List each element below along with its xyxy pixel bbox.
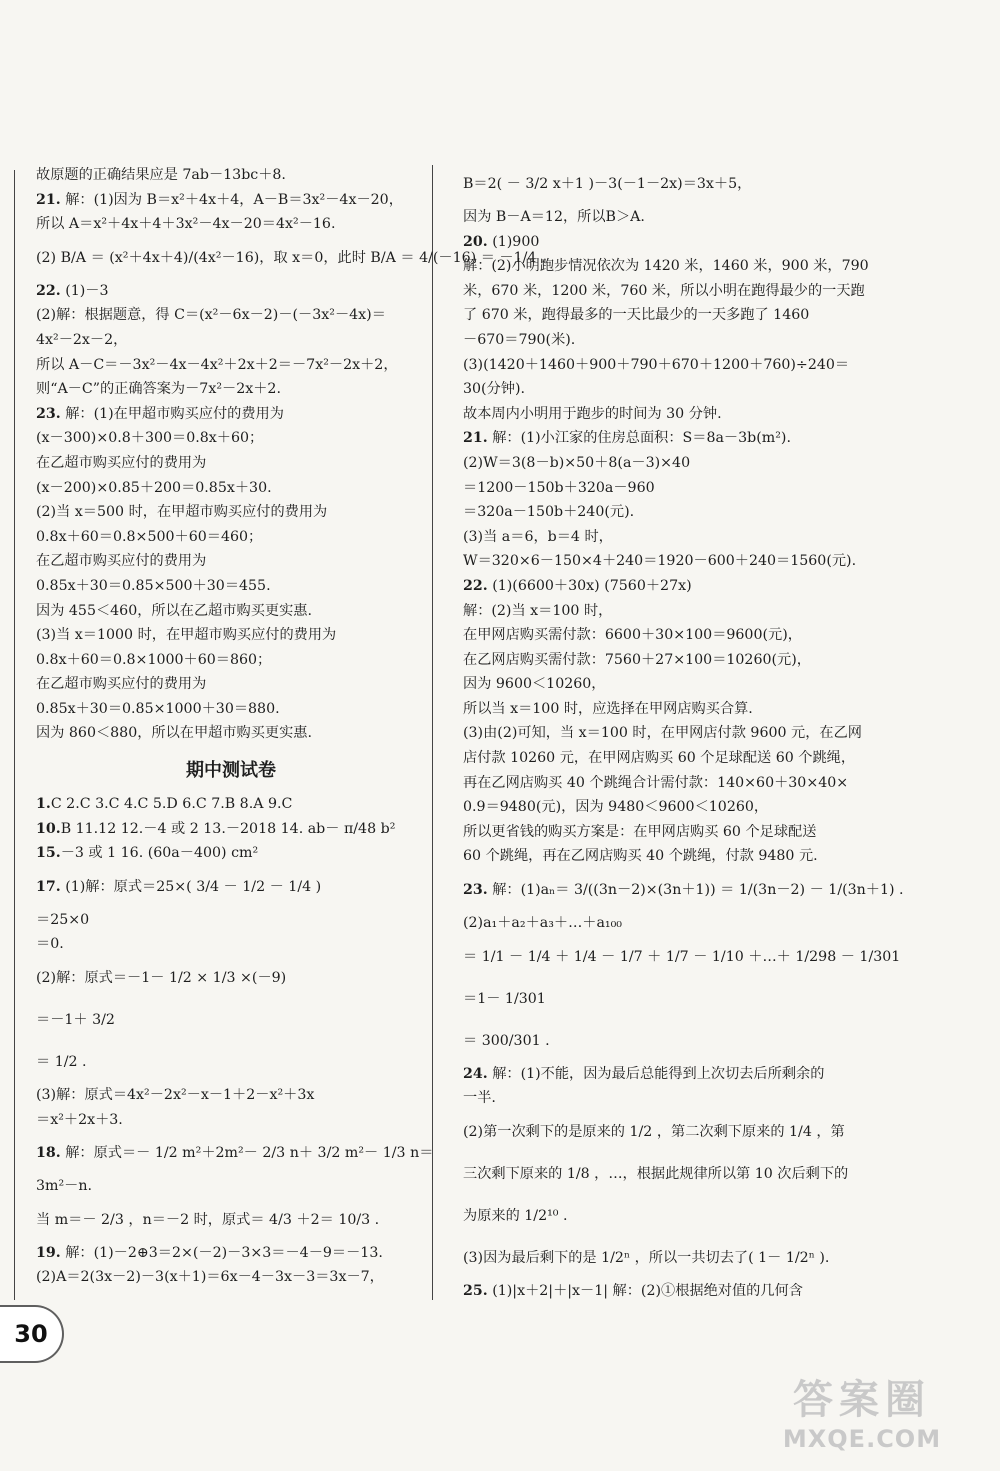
answer-line <box>463 721 862 746</box>
answer-text: ＝1200－150b＋320a－960 <box>463 479 655 496</box>
answer-line <box>36 599 426 624</box>
answer-text: ＝1－ 1/301 <box>463 990 546 1007</box>
answer-text: 所以 A＝x²＋4x＋4＋3x²－4x－20＝4x²－16. <box>36 216 336 233</box>
answer-line <box>36 1132 434 1174</box>
answer-line <box>36 279 426 304</box>
answer-line <box>463 500 841 525</box>
answer-line <box>36 1199 426 1241</box>
answer-text: ＝ 1/2 . <box>36 1054 87 1071</box>
answer-text: 三次剩下原来的 1/8 ，…，根据此规律所以第 10 次后剩下的 <box>463 1165 849 1182</box>
answer-text: 在乙超市购买应付的费用为 <box>36 553 207 570</box>
question-number: 18. <box>36 1145 61 1162</box>
answer-text: 解：(1)因为 B＝x²＋4x＋4，A－B＝3x²－4x－20， <box>60 191 403 208</box>
answer-text: 解：(1)小江家的住房总面积：S＝8a－3b(m²). <box>487 430 791 447</box>
watermark-url: MXQE.COM <box>782 1425 942 1453</box>
answer-line <box>463 1086 841 1111</box>
answer-line <box>463 599 841 624</box>
answer-line <box>463 1279 841 1304</box>
answer-text: ＝ 300/301 . <box>463 1032 550 1049</box>
answer-text: (2)a₁＋a₂＋a₃＋…＋a₁₀₀ <box>463 915 622 932</box>
answer-line <box>463 844 841 869</box>
answer-text: 因为 860＜880，所以在甲超市购买更实惠. <box>36 725 312 742</box>
answer-line <box>36 525 426 550</box>
answer-text: (2)解：原式＝－1－ 1/2 × 1/3 ×(－9) <box>36 970 287 987</box>
answer-text: 故本周内小明用于跑步的时间为 30 分钟. <box>463 405 722 422</box>
answer-text: W＝320×6－150×4＋240＝1920－600＋240＝1560(元). <box>463 553 857 570</box>
answer-line <box>463 697 841 722</box>
answer-line <box>463 1237 841 1279</box>
answer-text: 60 个跳绳，再在乙网店购买 40 个跳绳，付款 9480 元. <box>463 848 818 865</box>
answer-line <box>463 205 841 230</box>
answer-text: C 2.C 3.C 4.C 5.D 6.C 7.B 8.A 9.C <box>50 796 293 813</box>
answer-text: (2)第一次剩下的是原来的 1/2 ，第二次剩下原来的 1/4 ，第 <box>463 1123 845 1140</box>
answer-line <box>36 212 426 237</box>
watermark-logo <box>742 1375 982 1465</box>
answer-line <box>36 957 426 999</box>
answer-line <box>463 525 841 550</box>
answer-text: B＝2( － 3/2 x＋1 )－3(－1－2x)＝3x＋5， <box>463 176 752 192</box>
question-number: 23. <box>36 405 61 422</box>
answer-text: (3)因为最后剩下的是 1/2ⁿ ，所以一共切去了( 1－ 1/2ⁿ ). <box>463 1249 830 1266</box>
answer-text: ＝－1＋ 3/2 <box>36 1012 115 1029</box>
answer-line <box>36 866 426 908</box>
answer-line <box>36 1041 426 1083</box>
answer-text: 因为 B－A＝12，所以B＞A. <box>463 209 645 225</box>
answer-line <box>463 476 841 501</box>
question-number: 22. <box>36 282 61 299</box>
answer-line <box>36 648 426 673</box>
question-number: 25. <box>463 1282 488 1299</box>
answer-line <box>463 279 865 304</box>
answer-text: 在乙网店购买需付款：7560＋27×100＝10260(元)， <box>463 651 811 668</box>
answer-text: (1)解：原式＝25×( 3/4 － 1/2 － 1/4 ) <box>60 878 322 895</box>
answer-text: 0.8x＋60＝0.8×1000＋60＝860； <box>36 651 272 668</box>
answer-line <box>36 574 426 599</box>
answer-line <box>36 908 426 933</box>
answer-text: 则“A－C”的正确答案为－7x²－2x＋2. <box>36 381 281 398</box>
answer-line <box>463 163 841 205</box>
answer-line <box>463 402 841 427</box>
right-column <box>463 163 904 1303</box>
answer-text: (2) B/A ＝ (x²＋4x＋4)/(4x²－16)，取 x＝0，此时 B/A ＝ 4/(－16) ＝ －1/4 . <box>36 249 546 266</box>
answer-line <box>36 1108 426 1133</box>
answer-text: 解：(1)aₙ＝ 3/((3n－2)×(3n＋1)) ＝ 1/(3n－2) － 1/(3n＋1) . <box>487 882 904 899</box>
answer-text: ＝320a－150b＋240(元). <box>463 504 635 521</box>
answer-text: 30(分钟). <box>463 381 526 398</box>
question-number: 21. <box>463 430 488 447</box>
answer-text: 故原题的正确结果应是 7ab－13bc＋8. <box>36 167 286 183</box>
answer-line <box>36 188 426 213</box>
answer-text: －670＝790(米). <box>463 331 576 348</box>
answer-line <box>36 623 426 648</box>
answer-line <box>463 328 841 353</box>
answer-text: 0.85x＋30＝0.85×500＋30＝455. <box>36 577 271 594</box>
answer-line <box>36 697 426 722</box>
answer-text: B 11.12 12.－4 或 2 13.－2018 14. ab－ π/48 b² <box>60 820 396 837</box>
answer-text: (1)|x＋2|＋|x－1| 解：(2)①根据绝对值的几何含 <box>487 1282 803 1299</box>
answer-text: 4x²－2x－2， <box>36 331 128 348</box>
answer-line <box>463 1020 841 1062</box>
page-number-tab: 30 <box>0 1305 64 1363</box>
answer-text: 所以更省钱的购买方案是：在甲网店购买 60 个足球配送 <box>463 823 817 840</box>
answer-text: 米，670 米，1200 米，760 米，所以小明在跑得最少的一天跑 <box>463 282 865 299</box>
answer-line <box>36 1265 426 1290</box>
answer-line <box>36 1241 426 1266</box>
answer-text: －3 或 1 16. (60a－400) cm² <box>60 845 259 862</box>
answer-line <box>36 476 426 501</box>
answer-line <box>463 303 841 328</box>
answer-line <box>463 672 841 697</box>
answer-line <box>463 230 841 255</box>
answer-text: (x－300)×0.8＋300＝0.8x＋60； <box>36 430 264 447</box>
answer-text: (2)当 x＝500 时，在甲超市购买应付的费用为 <box>36 504 328 521</box>
answer-text: (2)W＝3(8－b)×50＋8(a－3)×40 <box>463 454 691 471</box>
question-number: 21. <box>36 191 61 208</box>
answer-line <box>463 648 841 673</box>
question-number: 15. <box>36 845 61 862</box>
answer-text: 店付款 10260 元，在甲网店购买 60 个足球配送 60 个跳绳， <box>463 750 856 767</box>
answer-text: (1)(6600＋30x) (7560＋27x) <box>487 577 692 594</box>
answer-line <box>463 936 901 978</box>
answer-text: 在乙超市购买应付的费用为 <box>36 676 207 693</box>
answer-line <box>463 911 841 936</box>
answer-line <box>36 163 426 188</box>
answer-text: 为原来的 1/2¹⁰ . <box>463 1207 568 1224</box>
answer-line <box>463 1111 845 1153</box>
answer-text: 解：(1)在甲超市购买应付的费用为 <box>60 405 284 422</box>
answer-line <box>36 1174 426 1199</box>
answer-text: 3m²－n. <box>36 1178 93 1195</box>
answer-text: (3)解：原式＝4x²－2x²－x－1＋2－x²＋3x <box>36 1087 315 1104</box>
answer-line <box>463 869 904 911</box>
answer-line <box>463 820 841 845</box>
answer-line <box>463 795 841 820</box>
answer-line <box>463 1195 841 1237</box>
answer-line <box>36 1083 426 1108</box>
left-answers-after-heading <box>36 792 434 1290</box>
answer-text: (3)当 a＝6，b＝4 时， <box>463 528 613 545</box>
question-number: 22. <box>463 577 488 594</box>
answer-text: 因为 9600＜10260， <box>463 676 606 693</box>
question-number: 24. <box>463 1065 488 1082</box>
answer-line <box>36 721 426 746</box>
answer-text: 所以 A－C＝－3x²－4x－4x²＋2x＋2＝－7x²－2x＋2， <box>36 356 398 373</box>
answer-text: (3)由(2)可知，当 x＝100 时，在甲网店付款 9600 元，在乙网 <box>463 725 862 742</box>
left-margin-rule <box>14 170 15 1300</box>
answer-line <box>36 932 426 957</box>
answer-text: 解：(2)小明跑步情况依次为 1420 米，1460 米，900 米，790 <box>463 258 869 275</box>
answer-line <box>36 792 426 817</box>
answer-text: 解：原式＝－ 1/2 m²＋2m²－ 2/3 n＋ 3/2 m²－ 1/3 n＝ <box>60 1145 434 1162</box>
answer-line <box>463 1153 849 1195</box>
answer-text: (2)A＝2(3x－2)－3(x＋1)＝6x－4－3x－3＝3x－7， <box>36 1269 384 1286</box>
answer-line <box>36 841 426 866</box>
answer-text: 因为 455＜460，所以在乙超市购买更实惠. <box>36 602 312 619</box>
answer-text: 一半. <box>463 1090 496 1107</box>
answer-line <box>36 353 426 378</box>
answer-line <box>36 999 426 1041</box>
answer-line <box>463 746 856 771</box>
answer-line <box>36 817 426 842</box>
answer-line <box>463 426 841 451</box>
watermark-logo-text: 答案圈 <box>793 1377 931 1423</box>
answer-text: (x－200)×0.85＋200＝0.85x＋30. <box>36 479 272 496</box>
answer-line <box>463 254 869 279</box>
answer-text: 解：(1)不能，因为最后总能得到上次切去后所剩余的 <box>487 1065 825 1082</box>
answer-line <box>463 978 841 1020</box>
answer-text: ＝ 1/1 － 1/4 ＋ 1/4 － 1/7 ＋ 1/7 － 1/10 ＋…＋ 1/298 － 1/301 <box>463 948 901 965</box>
section-heading: 期中测试卷 <box>186 760 276 782</box>
answer-text: 了 670 米，跑得最多的一天比最少的一天多跑了 1460 <box>463 307 810 324</box>
answer-text: (3)(1420＋1460＋900＋790＋670＋1200＋760)÷240＝ <box>463 356 850 373</box>
answer-line <box>463 1062 841 1087</box>
answer-text: (2)解：根据题意，得 C＝(x²－6x－2)－(－3x²－4x)＝ <box>36 307 386 324</box>
answer-line <box>463 623 841 648</box>
answer-text: 再在乙网店购买 40 个跳绳合计需付款：140×60＋30×40× <box>463 774 849 791</box>
answer-text: 解：(1)－2⊕3＝2×(－2)－3×3＝－4－9＝－13. <box>60 1244 383 1261</box>
answer-line <box>463 574 841 599</box>
answer-line <box>36 303 426 328</box>
answer-line <box>36 549 426 574</box>
answer-text: ＝x²＋2x＋3. <box>36 1111 123 1128</box>
answer-line <box>36 500 426 525</box>
question-number: 10. <box>36 820 61 837</box>
answer-line <box>36 402 426 427</box>
answer-line <box>36 328 426 353</box>
answer-line <box>36 377 426 402</box>
answer-text: 0.8x＋60＝0.8×500＋60＝460； <box>36 528 263 545</box>
answer-text: 在甲网店购买需付款：6600＋30×100＝9600(元)， <box>463 627 802 644</box>
column-divider <box>432 165 433 1300</box>
answer-line <box>463 549 857 574</box>
answer-line <box>36 426 426 451</box>
answer-text: 解：(2)当 x＝100 时， <box>463 602 613 619</box>
question-number: 23. <box>463 882 488 899</box>
answer-line <box>36 451 426 476</box>
answer-text: 在乙超市购买应付的费用为 <box>36 454 207 471</box>
answer-text: 0.9＝9480(元)，因为 9480＜9600＜10260， <box>463 799 769 816</box>
answer-line <box>463 451 841 476</box>
question-number: 20. <box>463 233 488 250</box>
answer-text: 所以当 x＝100 时，应选择在甲网店购买合算. <box>463 700 753 717</box>
question-number: 1. <box>36 796 51 813</box>
answer-line <box>463 353 850 378</box>
question-number: 17. <box>36 878 61 895</box>
answer-text: 0.85x＋30＝0.85×1000＋30＝880. <box>36 700 280 717</box>
answer-line <box>36 672 426 697</box>
answer-text: ＝25×0 <box>36 911 90 928</box>
answer-text: (1)900 <box>487 233 540 250</box>
answer-text: (1)－3 <box>60 282 109 299</box>
question-number: 19. <box>36 1244 61 1261</box>
answer-line <box>463 771 849 796</box>
answer-text: ＝0. <box>36 936 64 953</box>
answer-text: 当 m＝－ 2/3 ，n＝－2 时，原式＝ 4/3 ＋2＝ 10/3 . <box>36 1211 380 1228</box>
answer-line <box>463 377 841 402</box>
answer-text: (3)当 x＝1000 时，在甲超市购买应付的费用为 <box>36 627 337 644</box>
